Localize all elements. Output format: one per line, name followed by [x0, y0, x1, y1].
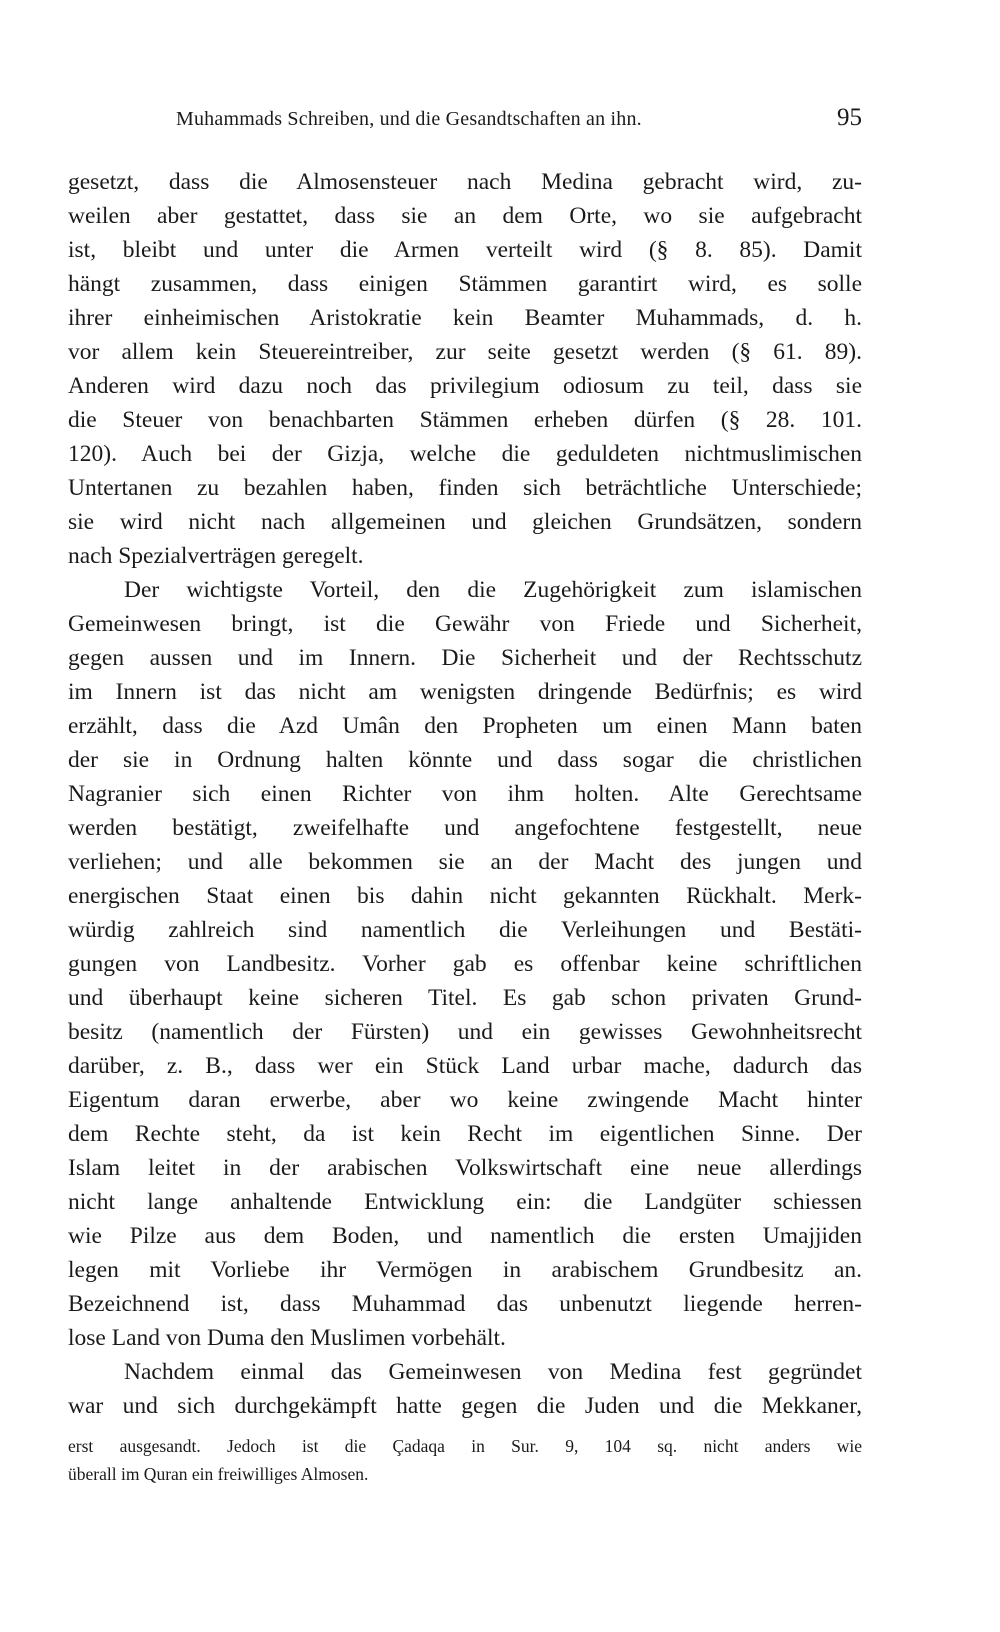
text-line: dem Rechte steht, da ist kein Recht im eigentlichen Sinne. Der	[68, 1121, 862, 1147]
text-line: erzählt, dass die Azd Umân den Propheten um einen Mann baten	[68, 713, 862, 739]
text-line: gegen aussen und im Innern. Die Sicherheit und der Rechtsschutz	[68, 645, 862, 671]
text-line: ist, bleibt und unter die Armen verteilt wird (§ 8. 85). Damit	[68, 237, 862, 263]
text-line: die Steuer von benachbarten Stämmen erheben dürfen (§ 28. 101.	[68, 407, 862, 433]
text-line: vor allem kein Steuereintreiber, zur seite gesetzt werden (§ 61. 89).	[68, 339, 862, 365]
text-line: gesetzt, dass die Almosensteuer nach Medina gebracht wird, zu-	[68, 169, 862, 195]
text-line: besitz (namentlich der Fürsten) und ein gewisses Gewohnheitsrecht	[68, 1019, 862, 1045]
text-line: und überhaupt keine sicheren Titel. Es gab schon privaten Grund-	[68, 985, 862, 1011]
paragraph-start-line: Nachdem einmal das Gemeinwesen von Medina fest gegründet	[124, 1359, 862, 1385]
paragraph-end-line: lose Land von Duma den Muslimen vorbehält.	[68, 1325, 506, 1351]
running-head	[176, 104, 862, 138]
text-line: legen mit Vorliebe ihr Vermögen in arabischem Grundbesitz an.	[68, 1257, 862, 1283]
paragraph-start-line: Der wichtigste Vorteil, den die Zugehörigkeit zum islamischen	[124, 577, 862, 603]
page-number: 95	[837, 104, 862, 131]
text-line: würdig zahlreich sind namentlich die Verleihungen und Bestäti-	[68, 917, 862, 943]
text-line: sie wird nicht nach allgemeinen und gleichen Grundsätzen, sondern	[68, 509, 862, 535]
text-line: Bezeichnend ist, dass Muhammad das unbenutzt liegende herren-	[68, 1291, 862, 1317]
text-line: hängt zusammen, dass einigen Stämmen garantirt wird, es solle	[68, 271, 862, 297]
text-line: wie Pilze aus dem Boden, und namentlich die ersten Umajjiden	[68, 1223, 862, 1249]
footnote-line: erst ausgesandt. Jedoch ist die Çadaqa in Sur. 9, 104 sq. nicht anders wie	[68, 1436, 862, 1456]
text-line: energischen Staat einen bis dahin nicht gekannten Rückhalt. Merk-	[68, 883, 862, 909]
footnote	[68, 1432, 862, 1488]
text-line: werden bestätigt, zweifelhafte und angefochtene festgestellt, neue	[68, 815, 862, 841]
text-line: gungen von Landbesitz. Vorher gab es offenbar keine schriftlichen	[68, 951, 862, 977]
text-line: war und sich durchgekämpft hatte gegen die Juden und die Mekkaner,	[68, 1393, 862, 1419]
text-line: Anderen wird dazu noch das privilegium odiosum zu teil, dass sie	[68, 373, 862, 399]
running-title: Muhammads Schreiben, und die Gesandtschaften an ihn.	[176, 108, 642, 130]
text-line: 120). Auch bei der Gizja, welche die geduldeten nichtmuslimischen	[68, 441, 862, 467]
text-line: darüber, z. B., dass wer ein Stück Land urbar mache, dadurch das	[68, 1053, 862, 1079]
text-line: Untertanen zu bezahlen haben, finden sich beträchtliche Unterschiede;	[68, 475, 862, 501]
text-line: verliehen; und alle bekommen sie an der Macht des jungen und	[68, 849, 862, 875]
footnote-rule	[68, 1420, 862, 1421]
footnote-line: überall im Quran ein freiwilliges Almosen.	[68, 1464, 369, 1484]
text-line: Nagranier sich einen Richter von ihm holten. Alte Gerechtsame	[68, 781, 862, 807]
body-text	[68, 165, 862, 1423]
paragraph-end-line: nach Spezialverträgen geregelt.	[68, 543, 364, 569]
text-line: Islam leitet in der arabischen Volkswirtschaft eine neue allerdings	[68, 1155, 862, 1181]
text-line: nicht lange anhaltende Entwicklung ein: die Landgüter schiessen	[68, 1189, 862, 1215]
text-line: weilen aber gestattet, dass sie an dem Orte, wo sie aufgebracht	[68, 203, 862, 229]
text-line: der sie in Ordnung halten könnte und dass sogar die christlichen	[68, 747, 862, 773]
text-line: Eigentum daran erwerbe, aber wo keine zwingende Macht hinter	[68, 1087, 862, 1113]
text-line: ihrer einheimischen Aristokratie kein Beamter Muhammads, d. h.	[68, 305, 862, 331]
text-line: Gemeinwesen bringt, ist die Gewähr von Friede und Sicherheit,	[68, 611, 862, 637]
text-line: im Innern ist das nicht am wenigsten dringende Bedürfnis; es wird	[68, 679, 862, 705]
